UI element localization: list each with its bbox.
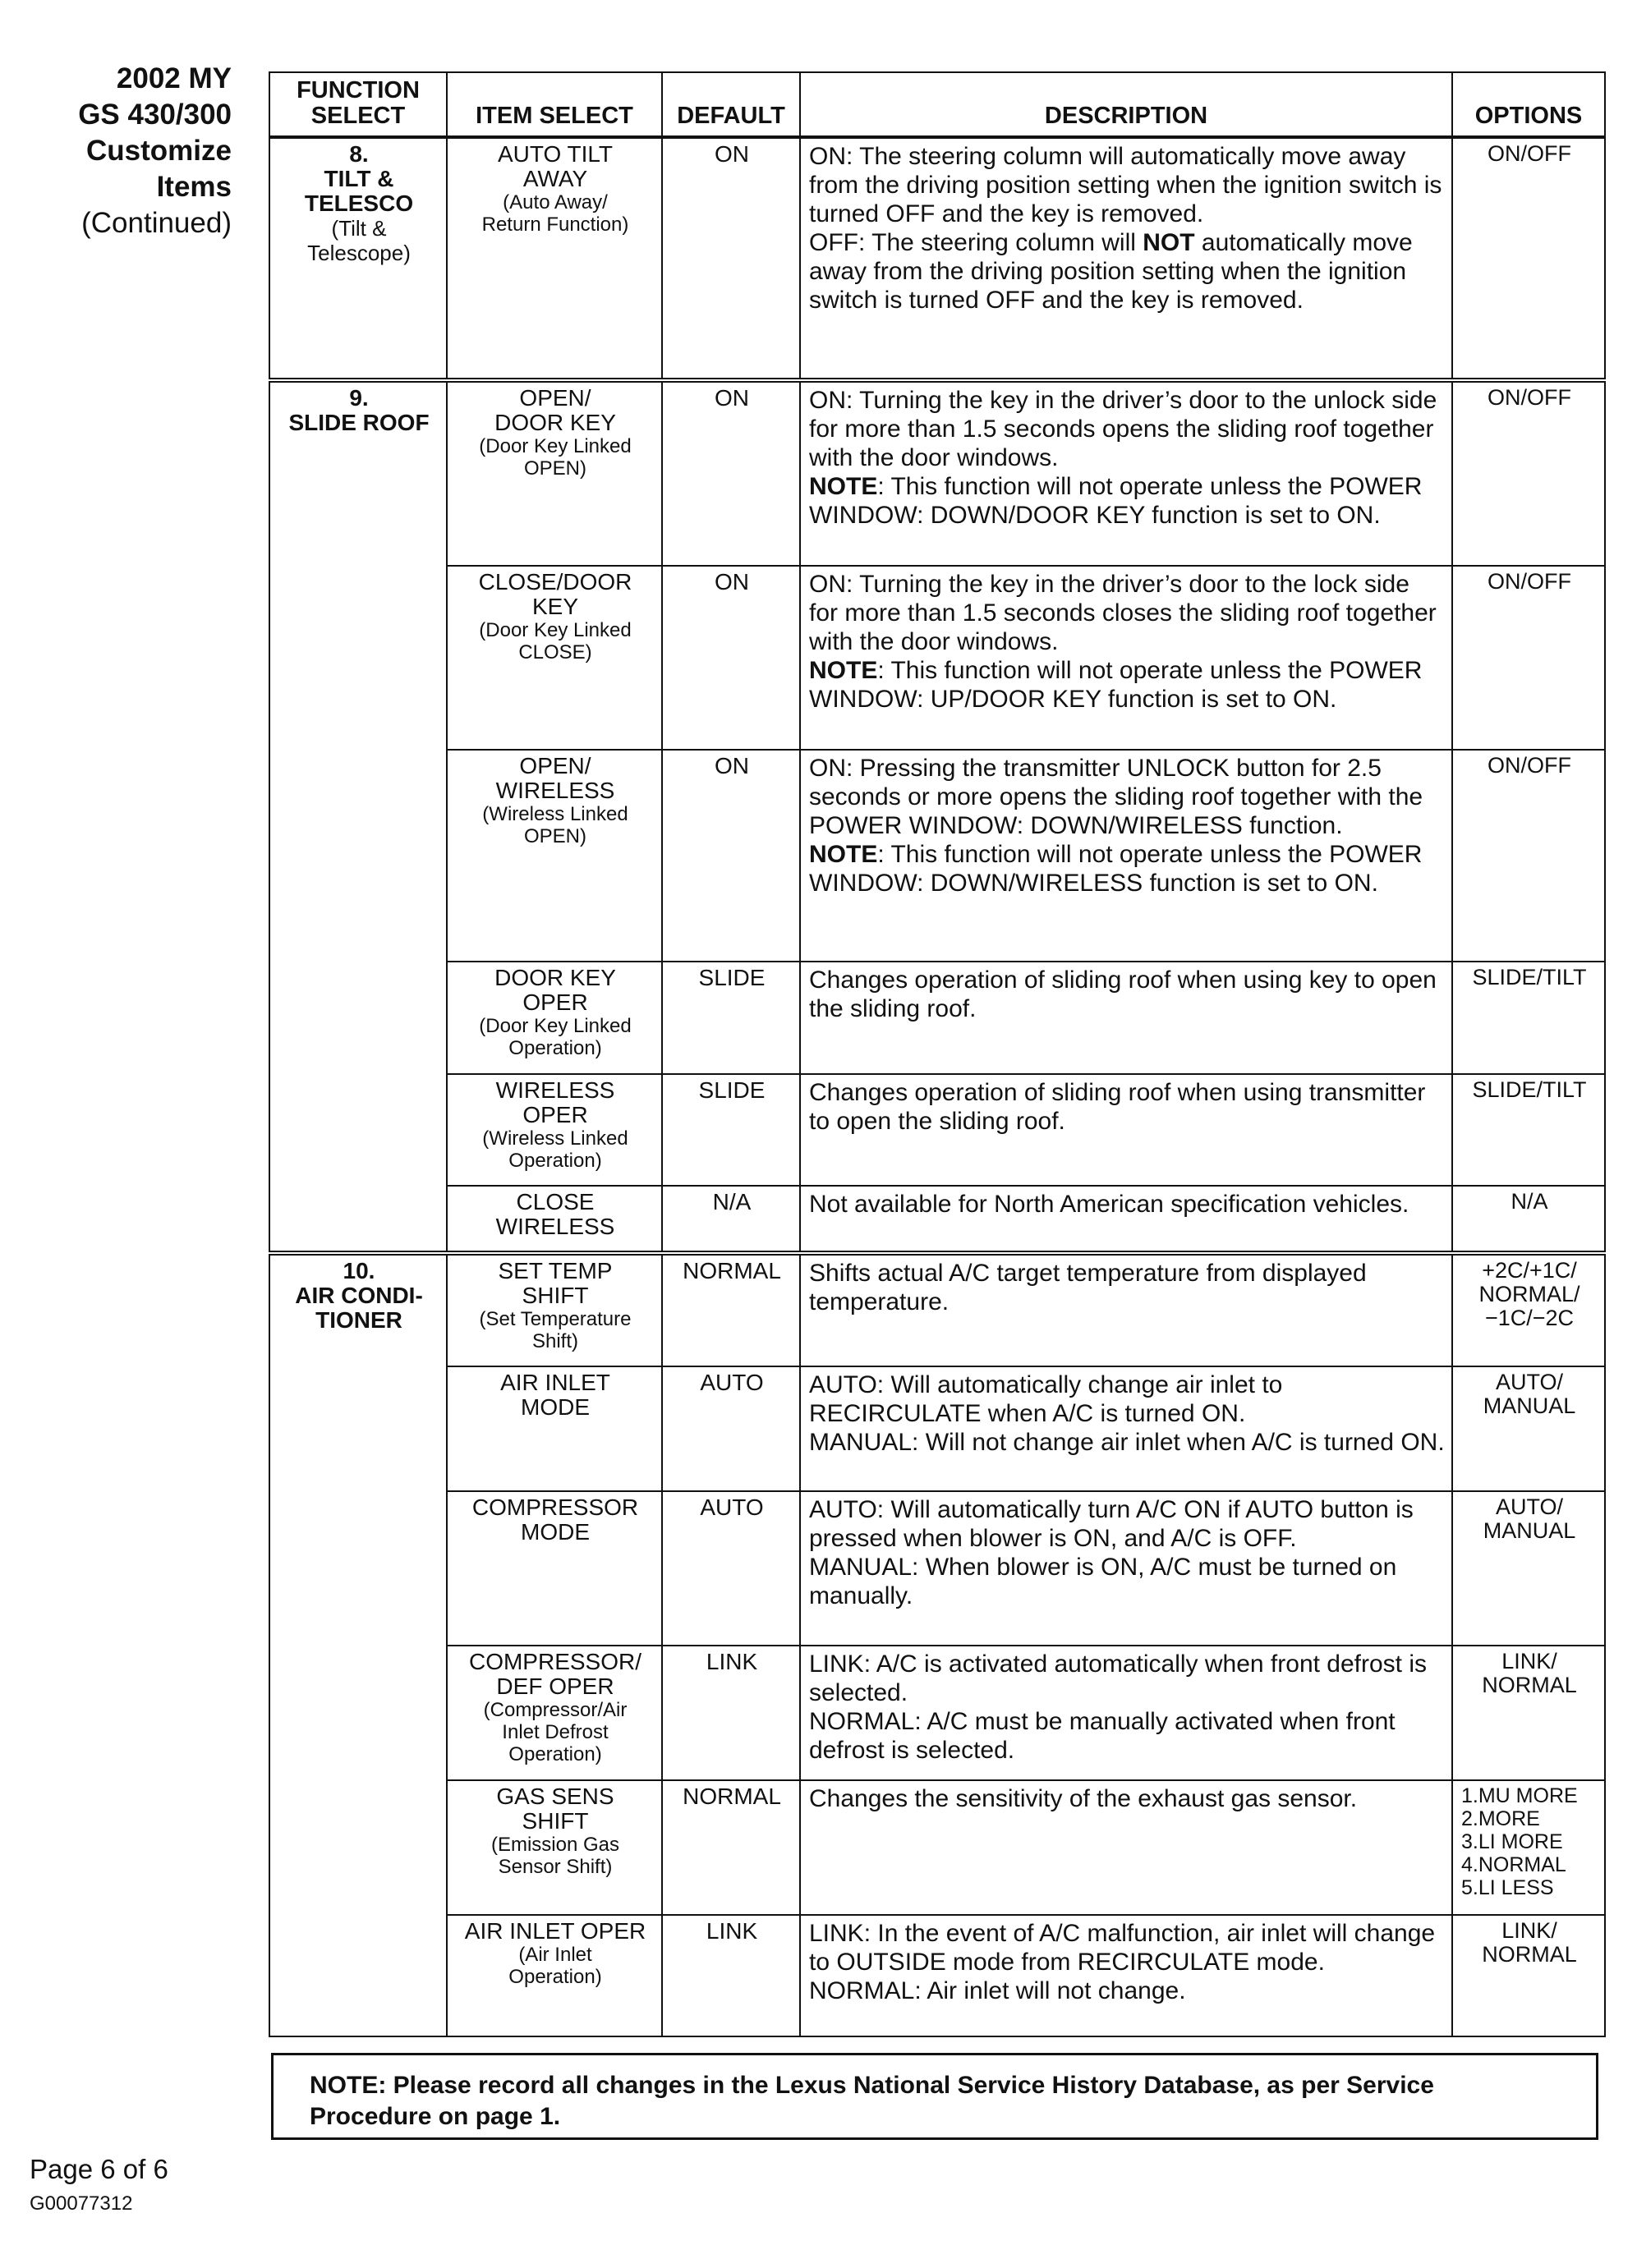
item-wireless-oper: WIRELESS OPER (Wireless Linked Operation) — [447, 1074, 662, 1186]
default-value: AUTO — [662, 1366, 800, 1491]
default-value: LINK — [662, 1915, 800, 2036]
table-row — [269, 1780, 1605, 1915]
options-value: ON/OFF — [1452, 380, 1605, 566]
options-value: N/A — [1452, 1186, 1605, 1253]
options-value: SLIDE/TILT — [1452, 1074, 1605, 1186]
options-value: ON/OFF — [1452, 750, 1605, 962]
description: AUTO: Will automatically turn A/C ON if AUTO button is pressed when blower is ON, and A/C is OFF. MANUAL: When blower is ON, A/C must be turned on manually. — [800, 1491, 1452, 1646]
table-row — [269, 1491, 1605, 1646]
item-compressor-def-oper: COMPRESSOR/ DEF OPER (Compressor/Air Inlet Defrost Operation) — [447, 1646, 662, 1780]
heading-continued: (Continued) — [81, 207, 232, 239]
col-function-select: FUNCTION SELECT — [269, 72, 447, 137]
table-row — [269, 1253, 1605, 1366]
model-year: 2002 MY — [116, 62, 232, 94]
function-air-conditioner: 10. AIR CONDI- TIONER — [269, 1253, 447, 2036]
description: LINK: In the event of A/C malfunction, air inlet will change to OUTSIDE mode from RECIRCULATE mode. NORMAL: Air inlet will not change. — [800, 1915, 1452, 2036]
description: AUTO: Will automatically change air inlet to RECIRCULATE when A/C is turned ON. MANUAL: Will not change air inlet when A/C is turned ON. — [800, 1366, 1452, 1491]
description: ON: Pressing the transmitter UNLOCK button for 2.5 seconds or more opens the sliding roof together with the POWER WINDOW: DOWN/WIRELESS function. NOTE: This function will not operate unless the POWER WINDOW: DOWN/WIRELESS function is set to ON. — [800, 750, 1452, 962]
table-row — [269, 962, 1605, 1074]
note-box: NOTE: Please record all changes in the Lexus National Service History Database, as per Service Procedure on page 1. — [271, 2053, 1598, 2140]
col-default: DEFAULT — [662, 72, 800, 137]
table-row — [269, 1074, 1605, 1186]
default-value: SLIDE — [662, 962, 800, 1074]
default-value: SLIDE — [662, 1074, 800, 1186]
item-compressor-mode: COMPRESSOR MODE — [447, 1491, 662, 1646]
description: Changes the sensitivity of the exhaust gas sensor. — [800, 1780, 1452, 1915]
customize-items-table — [269, 71, 1606, 2037]
item-set-temp-shift: SET TEMP SHIFT (Set Temperature Shift) — [447, 1253, 662, 1366]
item-open-door-key: OPEN/ DOOR KEY (Door Key Linked OPEN) — [447, 380, 662, 566]
col-description: DESCRIPTION — [800, 72, 1452, 137]
function-slide-roof: 9. SLIDE ROOF — [269, 380, 447, 1253]
options-value: ON/OFF — [1452, 566, 1605, 750]
item-close-door-key: CLOSE/DOOR KEY (Door Key Linked CLOSE) — [447, 566, 662, 750]
default-value: ON — [662, 137, 800, 380]
options-value: LINK/ NORMAL — [1452, 1646, 1605, 1780]
item-auto-tilt-away: AUTO TILT AWAY (Auto Away/ Return Function) — [447, 137, 662, 380]
item-gas-sens-shift: GAS SENS SHIFT (Emission Gas Sensor Shift) — [447, 1780, 662, 1915]
table-row — [269, 380, 1605, 566]
options-value: AUTO/ MANUAL — [1452, 1491, 1605, 1646]
default-value: NORMAL — [662, 1780, 800, 1915]
default-value: NORMAL — [662, 1253, 800, 1366]
table-header-row — [269, 72, 1605, 137]
options-value: AUTO/ MANUAL — [1452, 1366, 1605, 1491]
table-row — [269, 137, 1605, 380]
options-value: +2C/+1C/ NORMAL/ −1C/−2C — [1452, 1253, 1605, 1366]
item-door-key-oper: DOOR KEY OPER (Door Key Linked Operation) — [447, 962, 662, 1074]
item-air-inlet-oper: AIR INLET OPER (Air Inlet Operation) — [447, 1915, 662, 2036]
options-value: LINK/ NORMAL — [1452, 1915, 1605, 2036]
document-code: G00077312 — [30, 2192, 133, 2215]
options-value: ON/OFF — [1452, 137, 1605, 380]
col-options: OPTIONS — [1452, 72, 1605, 137]
options-value: SLIDE/TILT — [1452, 962, 1605, 1074]
description: Changes operation of sliding roof when using key to open the sliding roof. — [800, 962, 1452, 1074]
description: ON: Turning the key in the driver’s door to the unlock side for more than 1.5 seconds opens the sliding roof together with the door windows. NOTE: This function will not operate unless the POWER WINDOW: DOWN/DOOR KEY function is set to ON. — [800, 380, 1452, 566]
customize-table-wrapper — [269, 71, 1604, 2037]
default-value: N/A — [662, 1186, 800, 1253]
table-row — [269, 566, 1605, 750]
item-open-wireless: OPEN/ WIRELESS (Wireless Linked OPEN) — [447, 750, 662, 962]
table-row — [269, 750, 1605, 962]
description: LINK: A/C is activated automatically when front defrost is selected. NORMAL: A/C must be manually activated when front defrost is selected. — [800, 1646, 1452, 1780]
model-name: GS 430/300 — [78, 99, 232, 131]
col-item-select: ITEM SELECT — [447, 72, 662, 137]
heading-customize: Customize — [86, 135, 232, 167]
table-row — [269, 1186, 1605, 1253]
table-row — [269, 1366, 1605, 1491]
options-value: 1.MU MORE 2.MORE 3.LI MORE 4.NORMAL 5.LI LESS — [1452, 1780, 1605, 1915]
table-row — [269, 1646, 1605, 1780]
default-value: ON — [662, 566, 800, 750]
page-number: Page 6 of 6 — [30, 2154, 168, 2184]
description: Changes operation of sliding roof when using transmitter to open the sliding roof. — [800, 1074, 1452, 1186]
item-air-inlet-mode: AIR INLET MODE — [447, 1366, 662, 1491]
default-value: LINK — [662, 1646, 800, 1780]
default-value: ON — [662, 750, 800, 962]
description: ON: Turning the key in the driver’s door to the lock side for more than 1.5 seconds closes the sliding roof together with the door windows. NOTE: This function will not operate unless the POWER WINDOW: UP/DOOR KEY function is set to ON. — [800, 566, 1452, 750]
function-tilt-telesco: 8. TILT & TELESCO (Tilt & Telescope) — [269, 137, 447, 380]
description: ON: The steering column will automatically move away from the driving position setting when the ignition switch is turned OFF and the key is removed. OFF: The steering column will NOT automatically move away from the driving position setting when the ignition switch is turned OFF and the key is removed. — [800, 137, 1452, 380]
heading-items: Items — [156, 171, 232, 203]
item-close-wireless: CLOSE WIRELESS — [447, 1186, 662, 1253]
default-value: ON — [662, 380, 800, 566]
description: Shifts actual A/C target temperature from displayed temperature. — [800, 1253, 1452, 1366]
description: Not available for North American specification vehicles. — [800, 1186, 1452, 1253]
default-value: AUTO — [662, 1491, 800, 1646]
table-row — [269, 1915, 1605, 2036]
side-heading — [16, 61, 232, 241]
